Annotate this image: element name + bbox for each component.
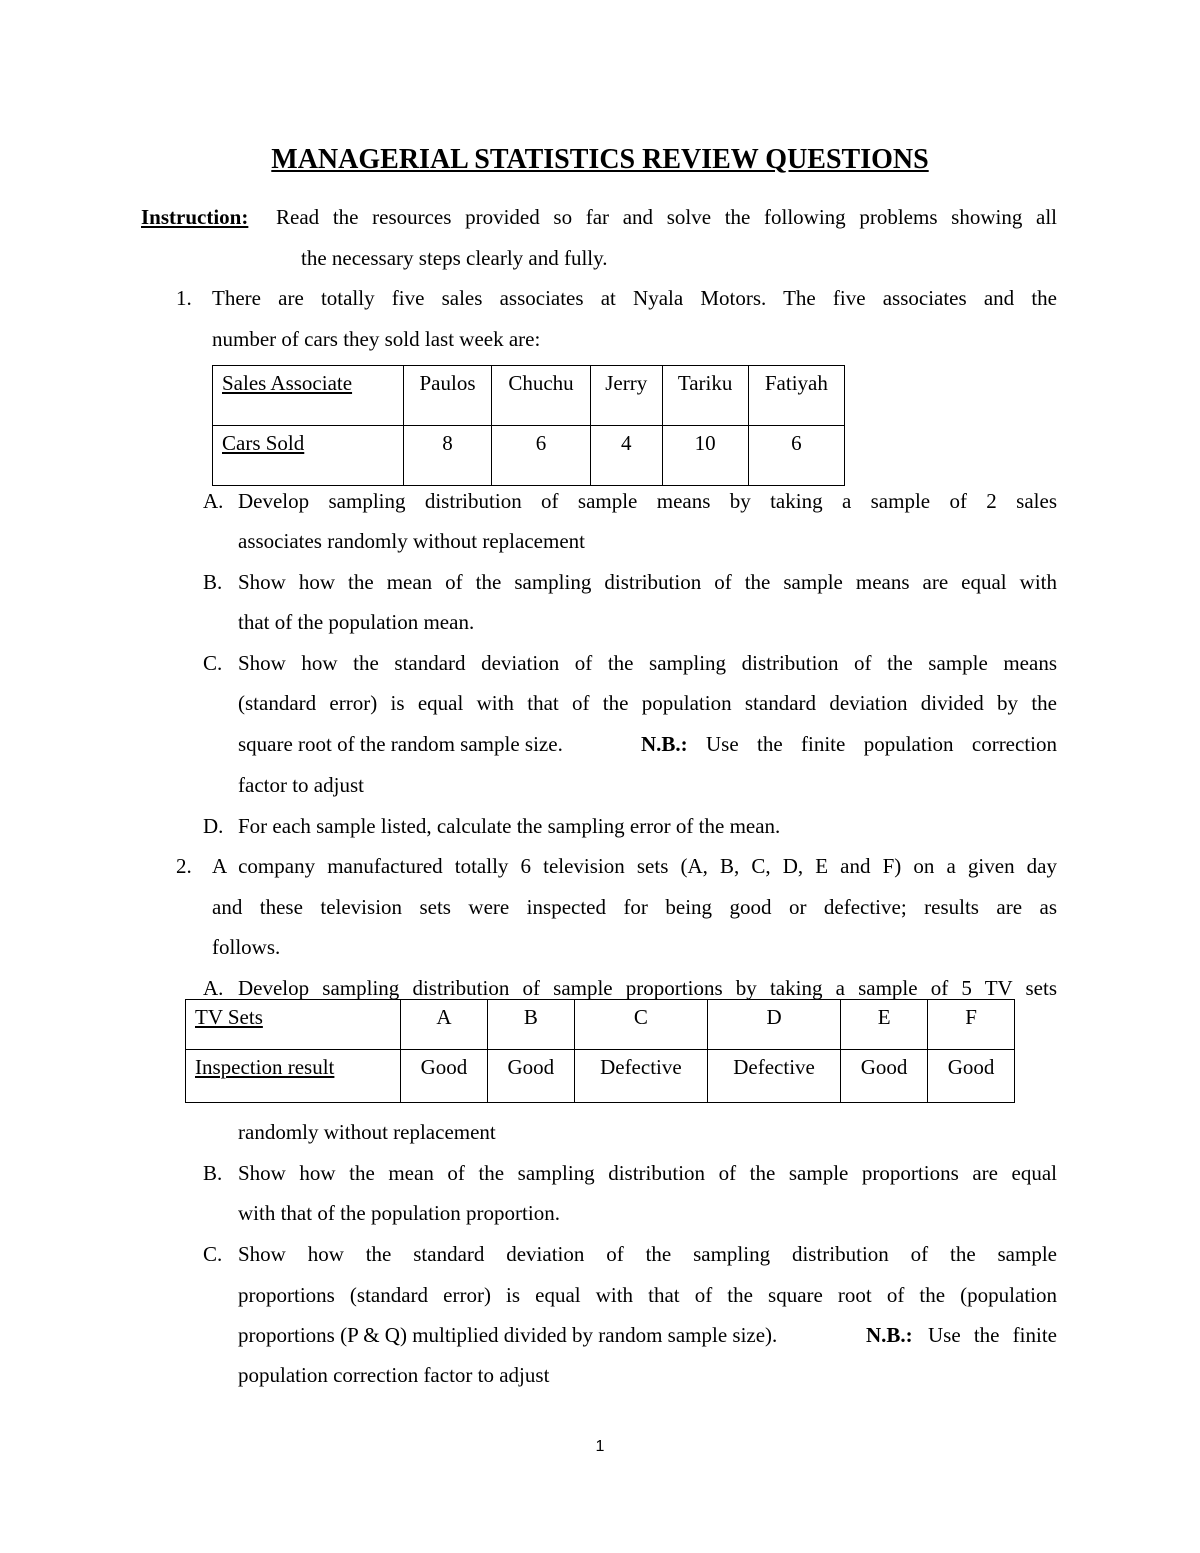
table-header-cell: B [487,1000,574,1050]
table-row [186,1050,1015,1103]
tv-inspection-table [185,999,1015,1103]
table-cell: 10 [662,426,748,486]
table-cell: Cars Sold [213,426,404,486]
instruction-line-1: Read the resources provided so far and solve the following problems showing all [276,205,1057,229]
q2-part-a-line-2: randomly without replacement [238,1120,496,1144]
q1-part-b-line-1: Show how the mean of the sampling distribution of the sample means are equal with [238,570,1057,594]
table-header-cell: Chuchu [492,366,591,426]
table-cell: Defective [707,1050,840,1103]
q1-part-c-line-2: (standard error) is equal with that of the population standard deviation divided by the [238,691,1057,715]
question-1-line-1: There are totally five sales associates at Nyala Motors. The five associates and the [212,286,1057,310]
q2-part-c-nb: N.B.: [866,1323,913,1347]
question-1-number: 1. [176,286,192,310]
table-cell: 4 [590,426,662,486]
q1-part-a-line-2: associates randomly without replacement [238,529,585,553]
question-1-line-2: number of cars they sold last week are: [212,327,541,351]
table-header-cell: F [928,1000,1015,1050]
table-header-cell: E [841,1000,928,1050]
q2-part-c-label: C. [203,1242,223,1266]
q1-part-c-line-4: factor to adjust [238,773,364,797]
q2-part-c-line-3a: proportions (P & Q) multiplied divided by random sample size). [238,1323,778,1347]
q1-part-b-label: B. [203,570,223,594]
q1-part-b-line-2: that of the population mean. [238,610,475,634]
q1-part-a-line-1: Develop sampling distribution of sample means by taking a sample of 2 sales [238,489,1057,513]
question-2-number: 2. [176,854,192,878]
table-cell: Good [841,1050,928,1103]
q2-part-b-line-1: Show how the mean of the sampling distribution of the sample proportions are equal [238,1161,1057,1185]
q1-part-d-line-1: For each sample listed, calculate the sampling error of the mean. [238,814,781,838]
table-header-cell: Tariku [662,366,748,426]
q2-part-b-label: B. [203,1161,223,1185]
cars-sold-table [212,365,845,486]
q1-part-d-label: D. [203,814,224,838]
q2-part-a-label: A. [203,976,224,1000]
instruction-label: Instruction: [141,205,249,229]
table-cell: 6 [748,426,844,486]
table-header-cell: C [574,1000,707,1050]
table-row [213,366,845,426]
q1-part-c-line-3b: Use the finite population correction [706,732,1057,756]
table-row [186,1000,1015,1050]
q1-part-c-nb: N.B.: [641,732,688,756]
q2-part-a-line-1: Develop sampling distribution of sample proportions by taking a sample of 5 TV sets [238,976,1057,1000]
table-header-cell: Jerry [590,366,662,426]
table-header-cell: TV Sets [186,1000,401,1050]
table-cell: 6 [492,426,591,486]
question-2-line-2: and these television sets were inspected for being good or defective; results are as [212,895,1057,919]
table-cell: Inspection result [186,1050,401,1103]
table-row [213,426,845,486]
table-cell: Good [928,1050,1015,1103]
table-cell: Good [401,1050,488,1103]
table-header-cell: Fatiyah [748,366,844,426]
instruction-line-2: the necessary steps clearly and fully. [301,246,608,270]
table-cell: 8 [404,426,492,486]
q2-part-c-line-2: proportions (standard error) is equal with that of the square root of the (population [238,1283,1057,1307]
table-cell: Good [487,1050,574,1103]
table-header-cell: Sales Associate [213,366,404,426]
page-title: MANAGERIAL STATISTICS REVIEW QUESTIONS [271,144,929,175]
q2-part-c-line-3b: Use the finite [928,1323,1057,1347]
table-header-cell: Paulos [404,366,492,426]
q2-part-c-line-1: Show how the standard deviation of the sampling distribution of the sample [238,1242,1057,1266]
q1-part-c-line-1: Show how the standard deviation of the sampling distribution of the sample means [238,651,1057,675]
q2-part-b-line-2: with that of the population proportion. [238,1201,560,1225]
page-number: 1 [595,1438,605,1455]
question-2-line-1: A company manufactured totally 6 television sets (A, B, C, D, E and F) on a given day [212,854,1057,878]
q1-part-c-line-3a: square root of the random sample size. [238,732,563,756]
q1-part-a-label: A. [203,489,224,513]
question-2-line-3: follows. [212,935,281,959]
table-header-cell: A [401,1000,488,1050]
q2-part-c-line-4: population correction factor to adjust [238,1363,550,1387]
q1-part-c-label: C. [203,651,223,675]
table-header-cell: D [707,1000,840,1050]
table-cell: Defective [574,1050,707,1103]
